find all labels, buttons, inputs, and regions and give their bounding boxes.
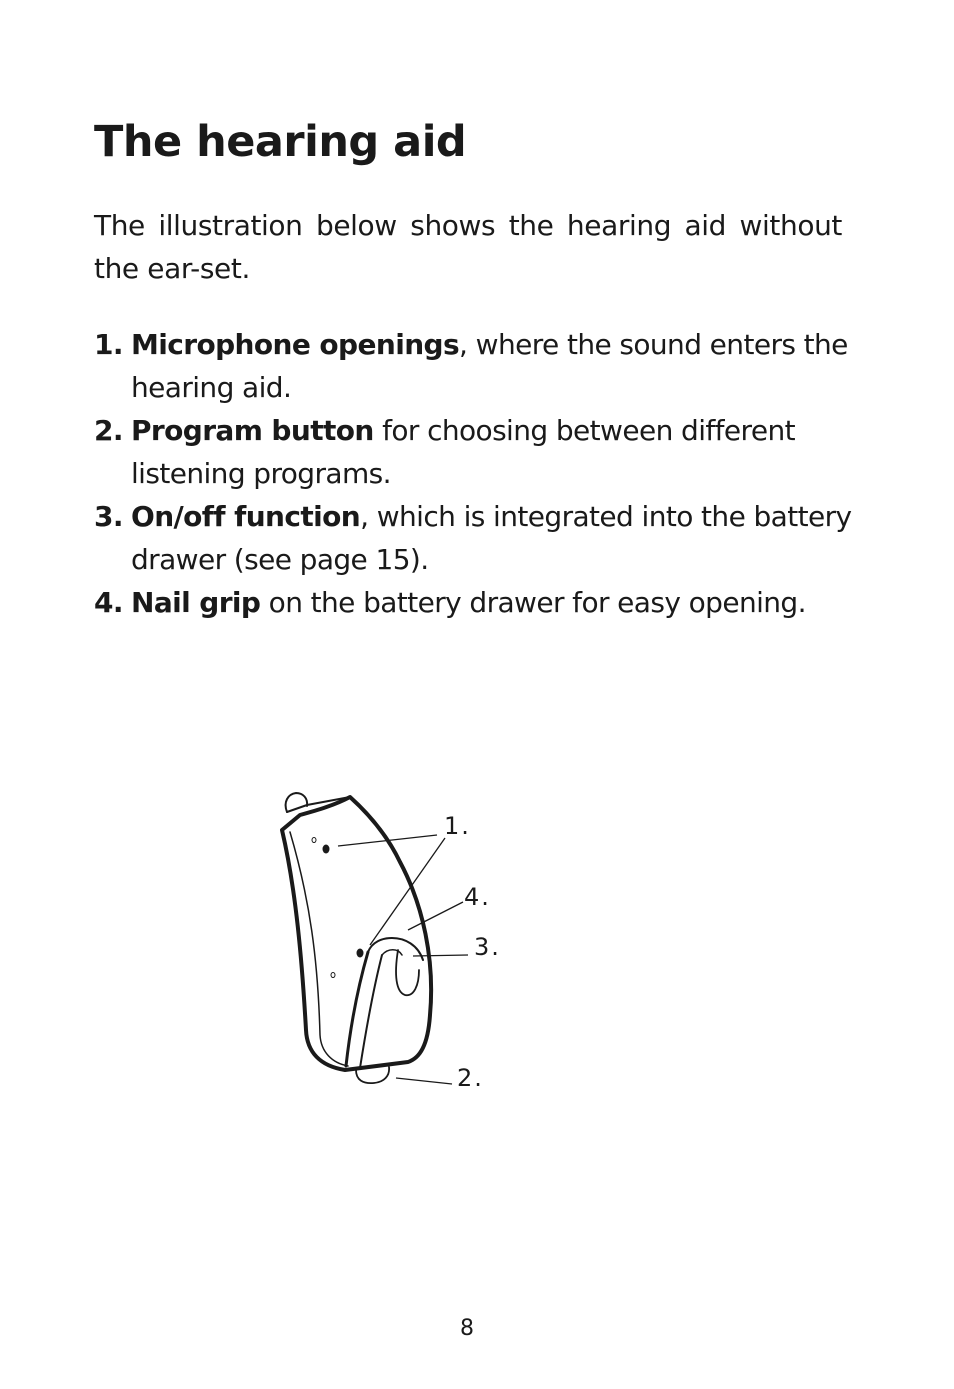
callout-label: 1. — [444, 812, 471, 840]
list-item — [94, 409, 854, 495]
item-number: 2. — [94, 414, 123, 447]
callout-lines — [338, 835, 468, 1084]
microphone-openings — [323, 845, 364, 958]
intro-paragraph: The illustration below shows the hearing aid without the ear-set. — [94, 209, 842, 285]
parts-list — [94, 323, 854, 624]
page-number: 8 — [460, 1316, 474, 1341]
callout-label: 3. — [474, 933, 501, 961]
list-item — [94, 495, 854, 581]
item-description: , where the sound enters the hearing aid. — [131, 328, 848, 404]
item-description: , which is integrated into the battery drawer (see page 15). — [131, 500, 852, 576]
page-title: The hearing aid — [94, 117, 467, 167]
item-number: 4. — [94, 586, 123, 619]
callout-label: 4. — [464, 883, 491, 911]
callout-label: 2. — [457, 1064, 484, 1092]
list-item — [94, 581, 854, 624]
item-term: Nail grip — [131, 586, 261, 619]
item-number: 1. — [94, 328, 123, 361]
hearing-aid-drawing — [282, 793, 431, 1083]
hearing-aid-illustration — [270, 780, 530, 1100]
item-term: Program button — [131, 414, 374, 447]
item-term: Microphone openings — [131, 328, 460, 361]
item-term: On/off function — [131, 500, 361, 533]
item-description: for choosing between different listening programs. — [131, 414, 795, 490]
item-description: on the battery drawer for easy opening. — [260, 586, 806, 619]
list-item — [94, 323, 854, 409]
item-number: 3. — [94, 500, 123, 533]
